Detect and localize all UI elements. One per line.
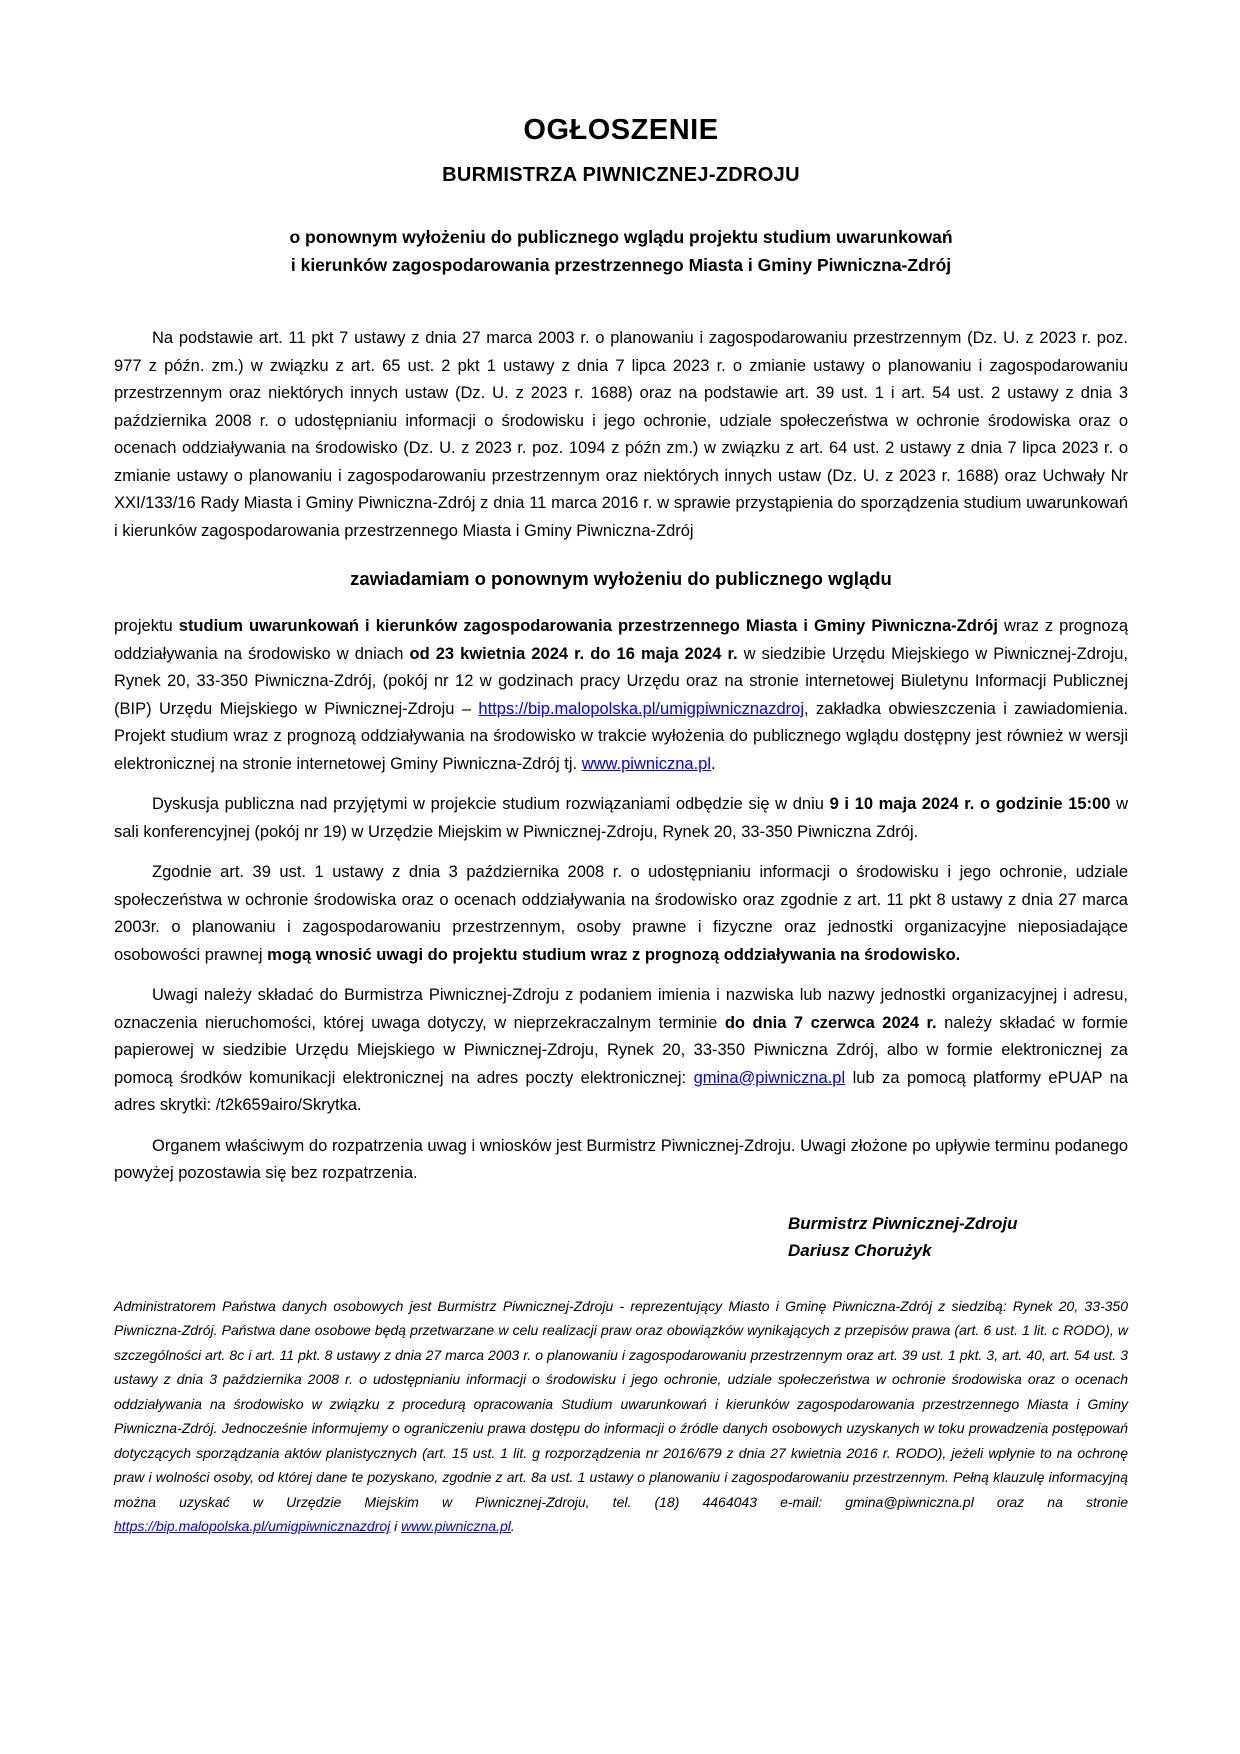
lead-line-1: o ponownym wyłożeniu do publicznego wglądu projektu studium uwarunkowań	[289, 227, 953, 247]
footer-piwniczna-link[interactable]: www.piwniczna.pl	[401, 1518, 511, 1534]
text-segment: Administratorem Państwa danych osobowych jest Burmistrz Piwnicznej-Zdroju - reprezentujący Miasto i Gminę Piwniczna-Zdrój z siedzibą: Rynek 20, 33-350 Piwniczna-Zdrój. Państwa dane osobowe będą przetwarzane w celu realizacji praw oraz obowiązków wynikających z przepisów prawa (art. 6 ust. 1 lit. c RODO), w szczególności art. 8c i art. 11 pkt. 8 ustawy z dnia 27 marca 2003 r. o planowaniu i zagospodarowaniu przestrzennym oraz art. 39 ust. 1 pkt. 3, art. 40, art. 54 ust. 3 ustawy z dnia 3 października 2008 r. o udostępnianiu informacji o środowisku i jego ochronie, udziale społeczeństwa w ochronie środowiska oraz o ocenach oddziaływania na środowisko w związku z procedurą opracowania Studium uwarunkowań i kierunków zagospodarowania przestrzennego Miasta i Gminy Piwniczna-Zdrój. Jednocześnie informujemy o ograniczeniu prawa dostępu do informacji o źródle danych osobowych uzyskanych w toku prowadzenia postępowań dotyczących sporządzania aktów planistycznych (art. 15 ust. 1 lit. g rozporządzenia nr 2016/679 z dnia 27 kwietnia 2016 r. RODO), jeżeli wpłynie to na ochronę praw i wolności osoby, od której dane te pozyskano, zgodnie z art. 8a ust. 1 ustawy o planowaniu i zagospodarowaniu przestrzennym. Pełną klauzulę informacyjną można uzyskać w Urzędzie Miejskim w Piwnicznej-Zdroju, tel. (18) 4464043 e-mail: gmina@piwniczna.pl oraz na stronie	[114, 1297, 1128, 1510]
text-segment: Organem właściwym do rozpatrzenia uwag i wniosków jest Burmistrz Piwnicznej-Zdroju. Uwagi złożone po upływie terminu podanego powyżej pozostawia się bez rozpatrzenia.	[114, 1136, 1128, 1182]
section-heading: zawiadamiam o ponownym wyłożeniu do publicznego wglądu	[350, 568, 892, 589]
bip-link[interactable]: https://bip.malopolska.pl/umigpiwnicznazdroj	[478, 699, 804, 718]
text-segment: Uwagi należy składać do Burmistrza Piwnicznej-Zdroju z podaniem imienia i nazwiska lub nazwy jednostki organizacyjnej i adresu, oznaczenia nieruchomości, której uwaga dotyczy, w nieprzekraczalnym terminie	[114, 986, 1128, 1032]
text-segment: lub za pomocą platformy ePUAP na adres skrytki: /t2k659airo/Skrytka.	[114, 1068, 1128, 1114]
text-segment: .	[711, 754, 716, 773]
paragraph-competent-authority	[114, 1133, 1128, 1188]
text-segment: Zgodnie art. 39 ust. 1 ustawy z dnia 3 października 2008 r. o udostępnianiu informacji o środowisku i jego ochronie, udziale społeczeństwa w ochronie środowiska oraz o ocenach oddziaływania na środowisko oraz zgodnie z art. 11 pkt 8 ustawy z dnia 27 marca 2003r. o planowaniu i zagospodarowaniu przestrzennym, osoby prawne i fizyczne oraz jednostki organizacyjne nieposiadające osobowości prawnej	[114, 863, 1128, 964]
issuer-title: BURMISTRZA PIWNICZNEJ-ZDROJU	[442, 164, 800, 186]
text-segment: Dyskusja publiczna nad przyjętymi w projekcie studium rozwiązaniami odbędzie się w dniu	[152, 795, 830, 813]
text-segment: należy składać w formie papierowej w siedzibie Urzędu Miejskiego w Piwnicznej-Zdroju, Rynek 20, 33-350 Piwniczna Zdrój, albo w formie elektronicznej za pomocą środków komunikacji elektronicznej na adres poczty elektronicznej:	[114, 1013, 1128, 1087]
rodo-information-clause	[114, 1294, 1128, 1539]
text-segment: , zakładka obwieszczenia i zawiadomienia. Projekt studium wraz z prognozą oddziaływania na środowisko w trakcie wyłożenia do publicznego wglądu dostępny jest również w wersji elektronicznej na stronie internetowej Gminy Piwniczna-Zdrój tj.	[114, 699, 1128, 773]
signature-block	[788, 1210, 1128, 1264]
text-segment: mogą wnosić uwagi do projektu studium wraz z prognozą oddziaływania na środowisko.	[267, 945, 961, 964]
text-segment: w siedzibie Urzędu Miejskiego w Piwnicznej-Zdroju, Rynek 20, 33-350 Piwniczna-Zdrój, (pokój nr 12 w godzinach pracy Urzędu oraz na stronie internetowej Biuletynu Informacji Publicznej (BIP) Urzędu Miejskiego w Piwnicznej-Zdroju –	[114, 644, 1128, 718]
text-segment: studium uwarunkowań i kierunków zagospodarowania przestrzennego Miasta i Gminy Piwniczna-Zdrój	[178, 617, 998, 635]
paragraph-exhibition-details	[114, 613, 1128, 778]
text-segment: do dnia 7 czerwca 2024 r.	[724, 1013, 937, 1032]
footer-bip-link[interactable]: https://bip.malopolska.pl/umigpiwnicznazdroj	[114, 1518, 391, 1534]
signature-name: Dariusz Chorużyk	[788, 1240, 932, 1260]
text-segment: Na podstawie art. 11 pkt 7 ustawy z dnia 27 marca 2003 r. o planowaniu i zagospodarowaniu przestrzennym (Dz. U. z 2023 r. poz. 977 z późn. zm.) w związku z art. 65 ust. 2 pkt 1 ustawy z dnia 7 lipca 2023 r. o zmianie ustawy o planowaniu i zagospodarowaniu przestrzennym oraz niektórych innych ustaw (Dz. U. z 2023 r. 1688) oraz na podstawie art. 39 ust. 1 i art. 54 ust. 2 ustawy z dnia 3 października 2008 r. o udostępnianiu informacji o środowisku i jego ochronie, udziale społeczeństwa w ochronie środowiska oraz o ocenach oddziaływania na środowisko (Dz. U. z 2023 r. poz. 1094 z późn zm.) w związku z art. 64 ust. 2 ustawy z dnia 7 lipca 2023 r. o zmianie ustawy o planowaniu i zagospodarowaniu przestrzennym oraz niektórych innych ustaw (Dz. U. z 2023 r. 1688) oraz Uchwały Nr XXI/133/16 Rady Miasta i Gminy Piwniczna-Zdrój z dnia 11 marca 2016 r. w sprawie przystąpienia do sporządzenia studium uwarunkowań i kierunków zagospodarowania przestrzennego Miasta i Gminy Piwniczna-Zdrój	[114, 329, 1128, 540]
text-segment: .	[510, 1518, 515, 1534]
lead-line-2: i kierunków zagospodarowania przestrzennego Miasta i Gminy Piwniczna-Zdrój	[290, 254, 952, 275]
text-segment: i	[390, 1518, 402, 1534]
signature-role: Burmistrz Piwnicznej-Zdroju	[788, 1213, 1018, 1233]
text-segment: w sali konferencyjnej (pokój nr 19) w Urzędzie Miejskim w Piwnicznej-Zdroju, Rynek 20, 33-350 Piwniczna Zdrój.	[114, 795, 1129, 841]
lead-heading	[114, 224, 1128, 279]
page-title: OGŁOSZENIE	[523, 114, 719, 146]
paragraph-remarks-submission	[114, 982, 1128, 1120]
paragraph-public-discussion	[114, 791, 1128, 846]
piwniczna-link[interactable]: www.piwniczna.pl	[581, 754, 712, 773]
text-segment: wraz z prognozą oddziaływania na środowisko w dniach	[114, 617, 1128, 663]
text-segment: 9 i 10 maja 2024 r. o godzinie 15:00	[829, 795, 1111, 813]
paragraph-remarks-eligibility	[114, 859, 1128, 969]
text-segment: projektu	[114, 617, 179, 635]
paragraph-legal-basis	[114, 325, 1128, 545]
email-link[interactable]: gmina@piwniczna.pl	[693, 1068, 846, 1087]
text-segment: od 23 kwietnia 2024 r. do 16 maja 2024 r.	[409, 644, 738, 663]
